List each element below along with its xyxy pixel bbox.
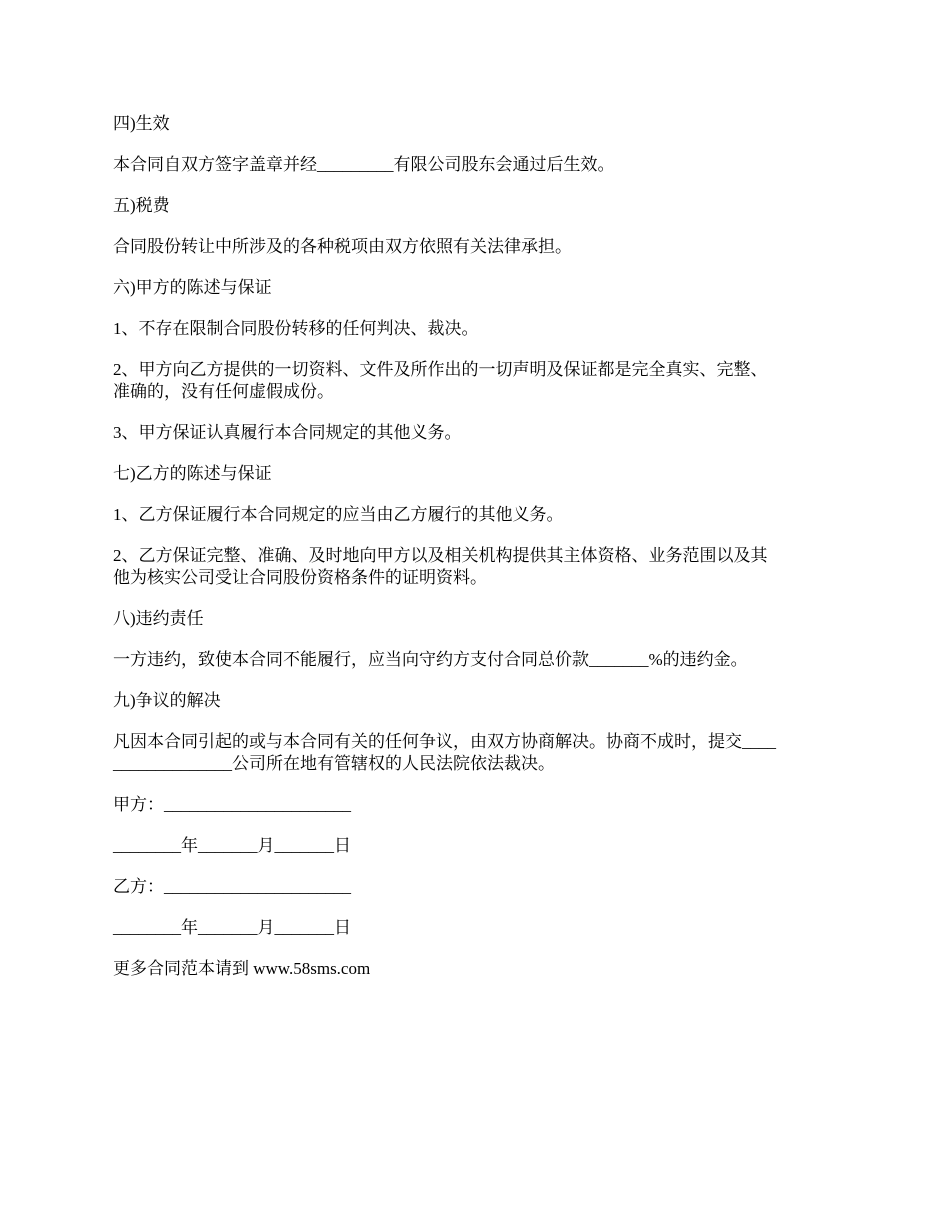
section-heading-effectiveness: 四)生效 [113,114,170,133]
party-a-warranty-item-1: 1、不存在限制合同股份转移的任何判决、裁决。 [113,319,479,338]
party-a-date-line: ________年_______月_______日 [113,836,351,855]
party-a-signature-line: 甲方：______________________ [113,795,351,814]
dispute-resolution-clause: 凡因本合同引起的或与本合同有关的任何争议，由双方协商解决。协商不成时，提交____ ______________公司所在地有管辖权的人民法院依法裁决。 [113,732,776,773]
section-heading-taxes: 五)税费 [113,196,170,215]
party-a-warranty-item-2: 2、甲方向乙方提供的一切资料、文件及所作出的一切声明及保证都是完全真实、完整、 准确的，没有任何虚假成份。 [113,360,768,401]
section-heading-dispute-resolution: 九)争议的解决 [113,691,221,710]
section-heading-party-b-warranties: 七)乙方的陈述与保证 [113,464,272,483]
party-b-warranty-item-1: 1、乙方保证履行本合同规定的应当由乙方履行的其他义务。 [113,505,564,524]
section-heading-party-a-warranties: 六)甲方的陈述与保证 [113,278,272,297]
party-b-warranty-item-2: 2、乙方保证完整、准确、及时地向甲方以及相关机构提供其主体资格、业务范围以及其 他为核实公司受让合同股份资格条件的证明资料。 [113,546,768,587]
footer-more-templates-link[interactable]: 更多合同范本请到 www.58sms.com [113,959,371,978]
party-a-warranty-item-3: 3、甲方保证认真履行本合同规定的其他义务。 [113,423,462,442]
breach-liability-clause: 一方违约，致使本合同不能履行，应当向守约方支付合同总价款_______%的违约金。 [113,650,748,669]
effectiveness-clause: 本合同自双方签字盖章并经_________有限公司股东会通过后生效。 [113,155,615,174]
party-b-date-line: ________年_______月_______日 [113,918,351,937]
taxes-clause: 合同股份转让中所涉及的各种税项由双方依照有关法律承担。 [113,237,572,256]
party-b-signature-line: 乙方：______________________ [113,877,351,896]
section-heading-breach-liability: 八)违约责任 [113,609,204,628]
contract-document [113,113,838,999]
